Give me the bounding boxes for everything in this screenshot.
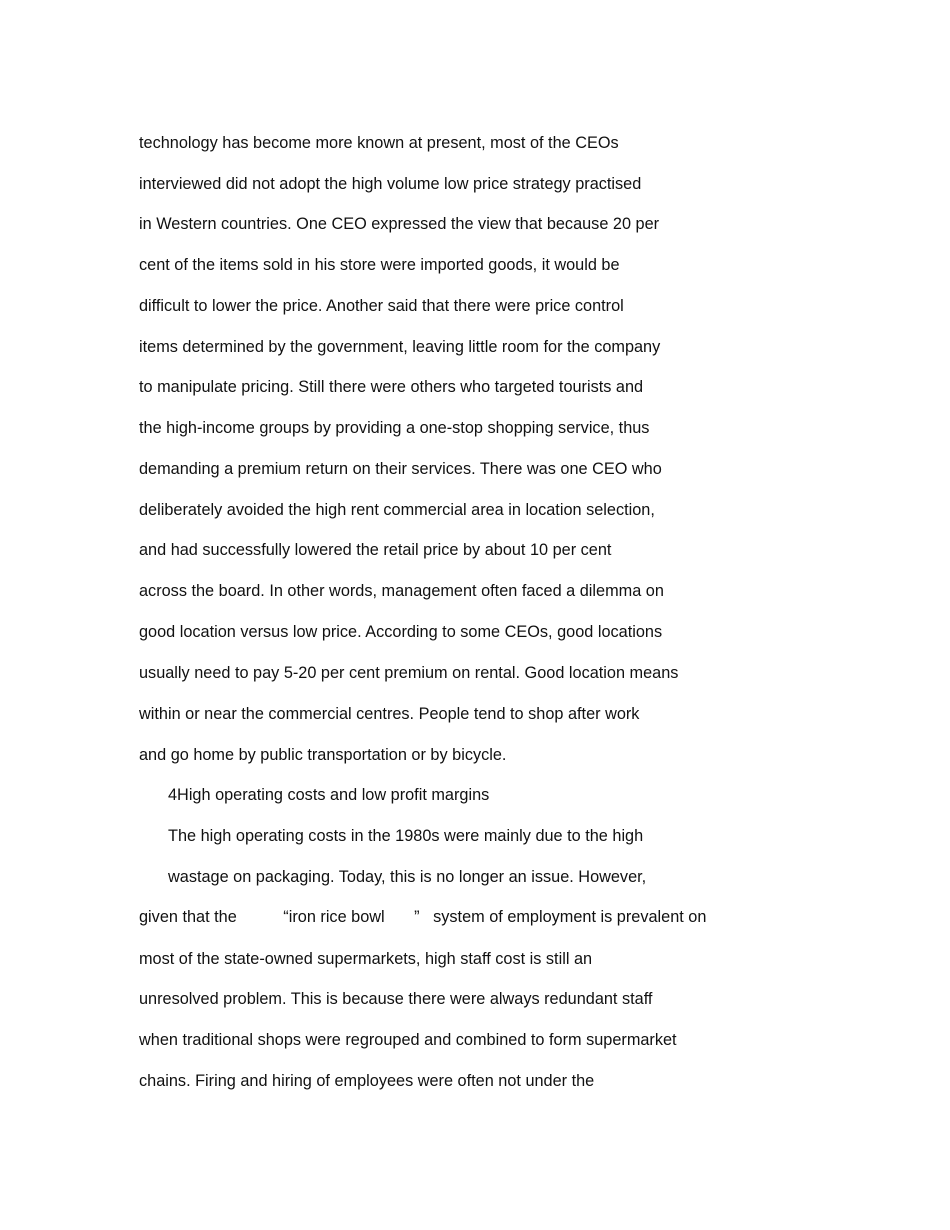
quoted-text-line <box>139 907 706 927</box>
text-line: wastage on packaging. Today, this is no longer an issue. However, <box>168 868 647 886</box>
text-line: across the board. In other words, management often faced a dilemma on <box>139 582 664 600</box>
text-line: to manipulate pricing. Still there were others who targeted tourists and <box>139 378 644 396</box>
text-line: The high operating costs in the 1980s were mainly due to the high <box>168 827 644 845</box>
text-line: the high-income groups by providing a one-stop shopping service, thus <box>139 419 650 437</box>
text-line: usually need to pay 5-20 per cent premium on rental. Good location means <box>139 664 679 682</box>
text-line: and had successfully lowered the retail price by about 10 per cent <box>139 541 612 559</box>
text-line: cent of the items sold in his store were imported goods, it would be <box>139 256 620 274</box>
text-line: demanding a premium return on their services. There was one CEO who <box>139 460 662 478</box>
text-line: most of the state-owned supermarkets, high staff cost is still an <box>139 950 593 968</box>
text-line: deliberately avoided the high rent commercial area in location selection, <box>139 501 655 519</box>
text-line: when traditional shops were regrouped and combined to form supermarket <box>139 1031 677 1049</box>
text-line: difficult to lower the price. Another said that there were price control <box>139 297 624 315</box>
section-heading: 4High operating costs and low profit margins <box>168 786 490 804</box>
text-line: and go home by public transportation or by bicycle. <box>139 746 507 764</box>
text-line: interviewed did not adopt the high volume low price strategy practised <box>139 175 642 193</box>
open-quote: “ <box>283 908 289 926</box>
text-segment: given that the <box>139 908 237 926</box>
text-line: items determined by the government, leaving little room for the company <box>139 338 661 356</box>
text-line: chains. Firing and hiring of employees were often not under the <box>139 1072 595 1090</box>
text-line: within or near the commercial centres. People tend to shop after work <box>139 705 640 723</box>
close-quote: ” <box>414 908 420 926</box>
text-line: good location versus low price. According to some CEOs, good locations <box>139 623 663 641</box>
text-line: in Western countries. One CEO expressed the view that because 20 per <box>139 215 660 233</box>
text-segment: system of employment is prevalent on <box>433 908 707 926</box>
text-line: unresolved problem. This is because there were always redundant staff <box>139 990 653 1008</box>
text-line: technology has become more known at present, most of the CEOs <box>139 134 619 152</box>
quoted-term: iron rice bowl <box>288 908 385 926</box>
